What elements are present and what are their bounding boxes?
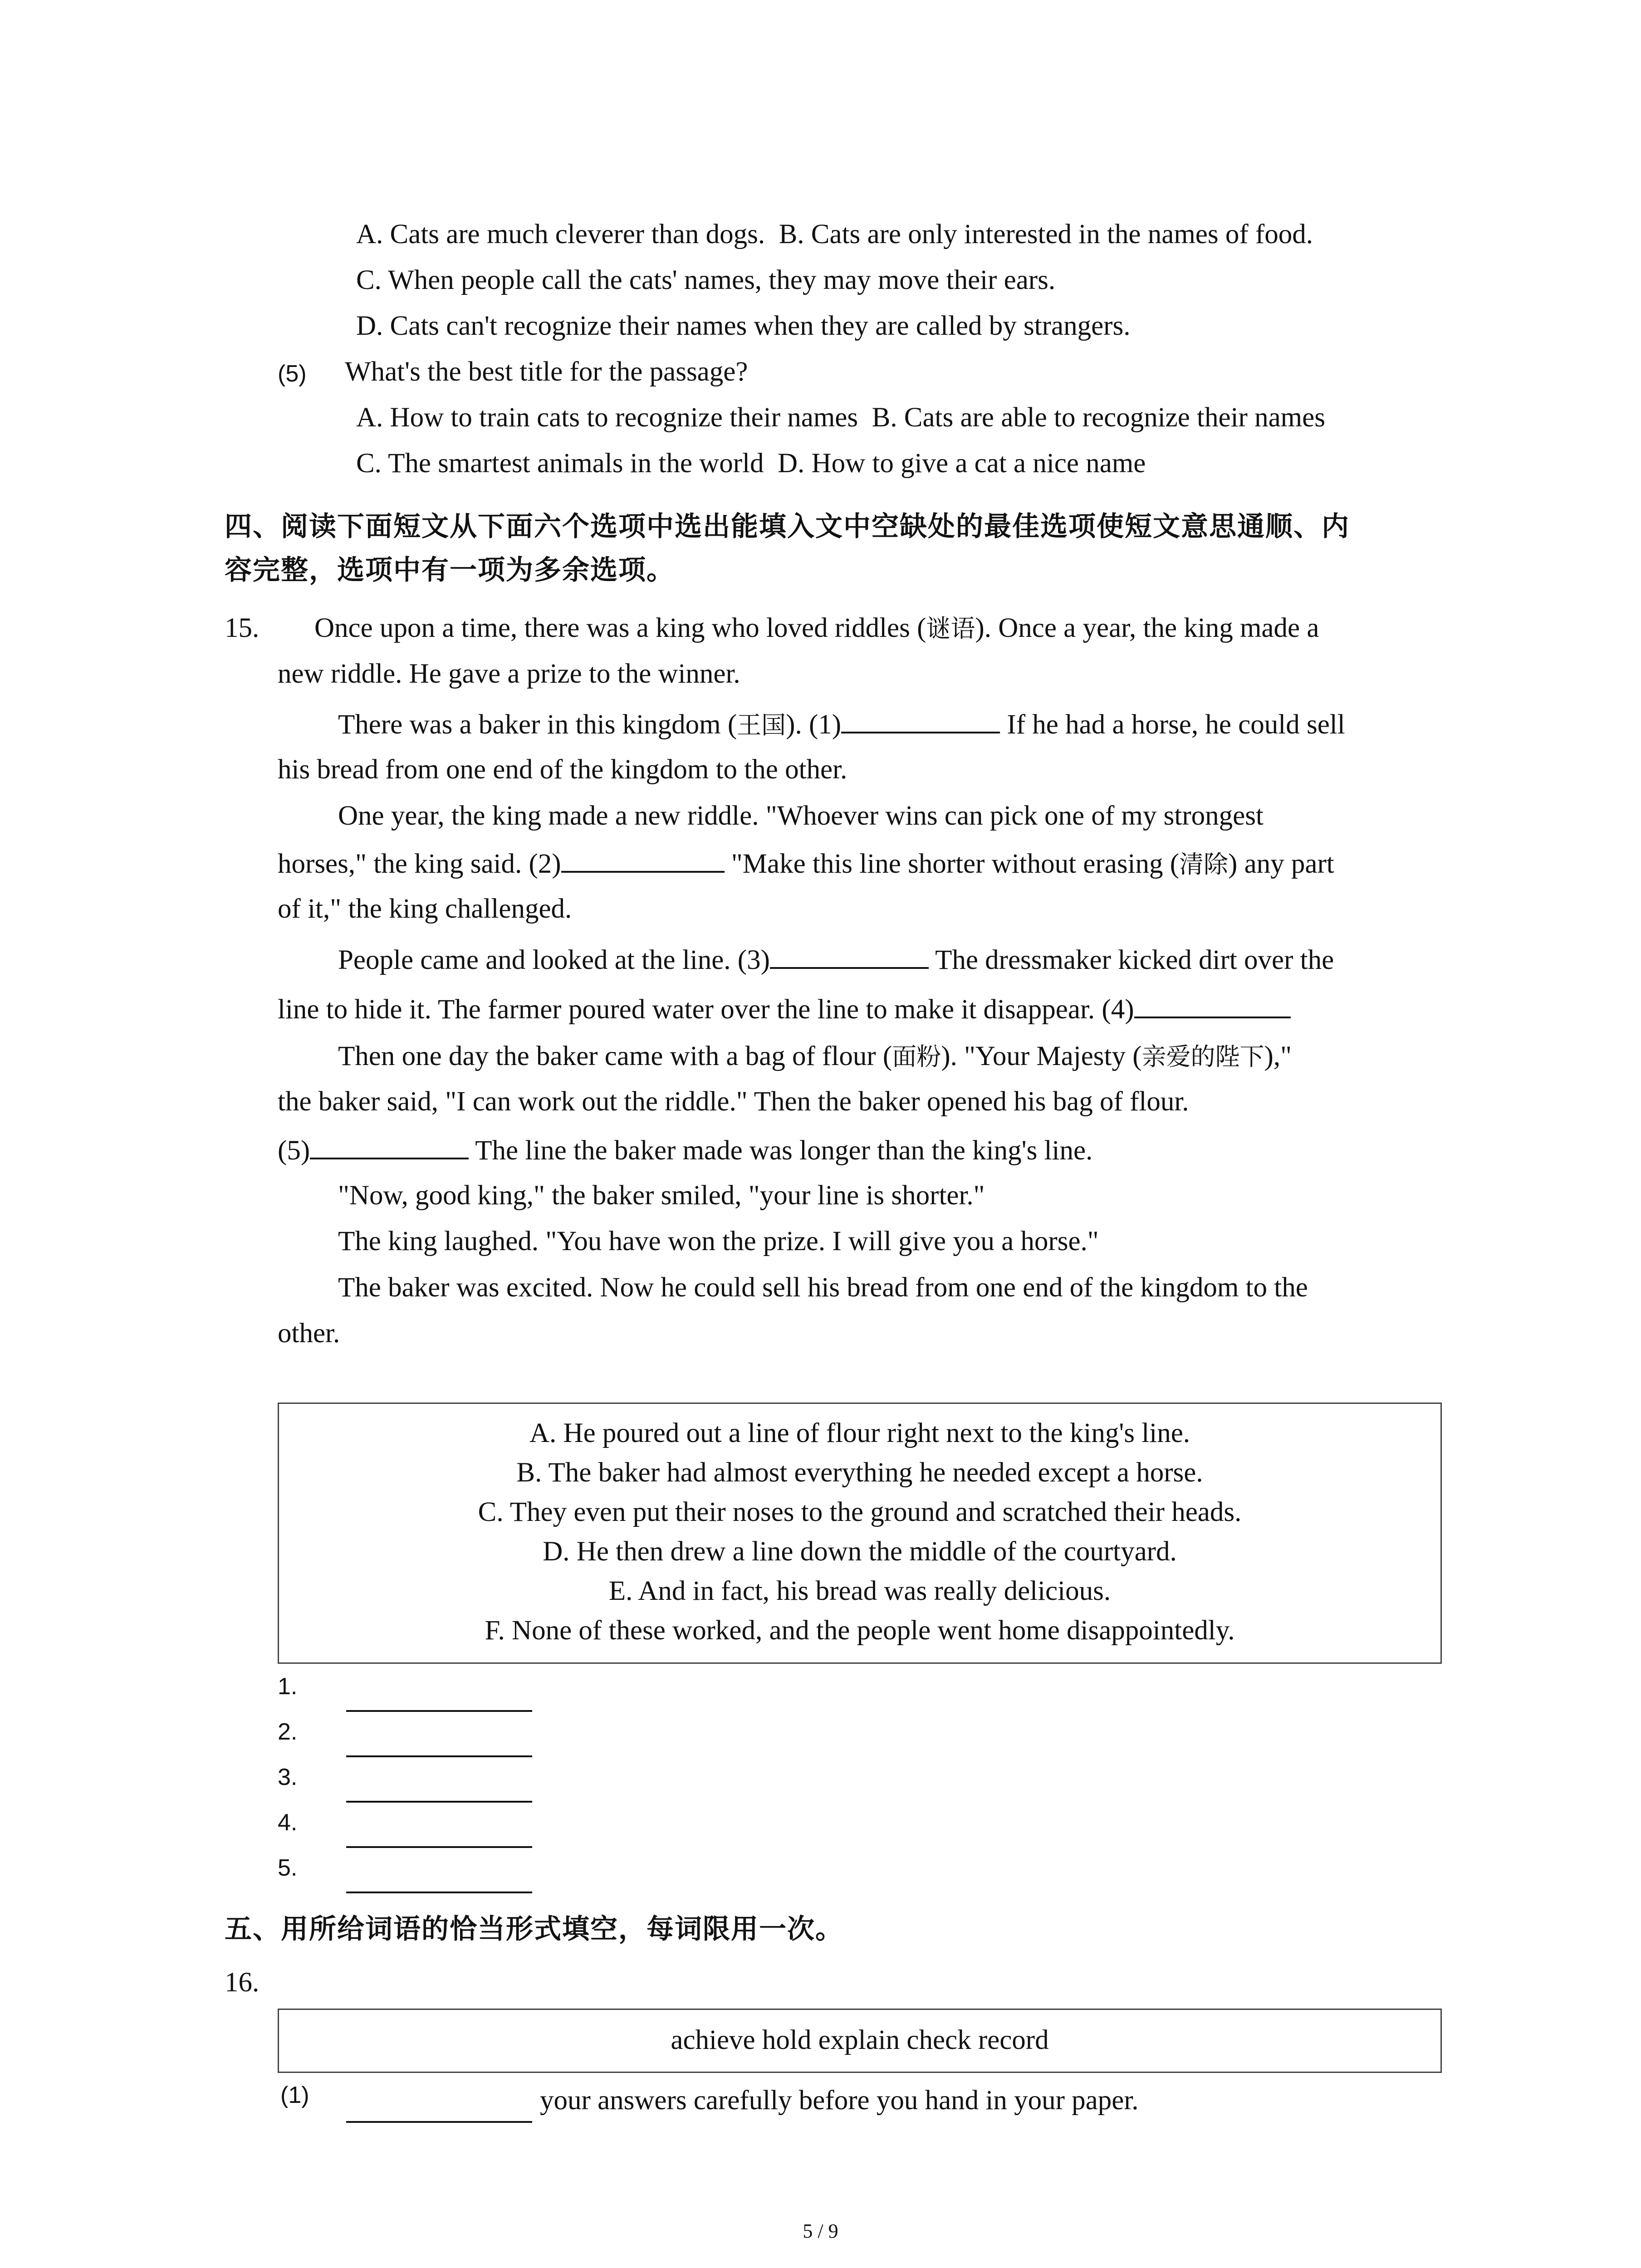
page-number: 5 / 9 — [803, 2220, 838, 2242]
blank-5 — [310, 1132, 469, 1159]
q14-5-option-b: B. Cats are able to recognize their names — [872, 402, 1325, 433]
answer-number-3: 3. — [278, 1764, 298, 1790]
q15-option-a: A. He poured out a line of flour right next to the king's line. — [529, 1418, 1190, 1448]
q15-p2-line1: There was a baker in this kingdom (王国). (1) If he had a horse, he could sell — [338, 706, 1345, 743]
q16-word-box — [278, 2009, 1442, 2073]
q14-5-stem: What's the best title for the passage? — [345, 357, 748, 387]
q15-options-box — [278, 1403, 1442, 1664]
q15-p4-line2: line to hide it. The farmer poured water over the line to make it disappear. (4) — [278, 991, 1291, 1027]
q15-option-b: B. The baker had almost everything he needed except a horse. — [516, 1457, 1203, 1488]
answer-number-4: 4. — [278, 1809, 298, 1836]
q15-p6: (5) The line the baker made was longer than the king's line. — [278, 1132, 1092, 1168]
q15-p2-line2: his bread from one end of the kingdom to the other. — [278, 754, 847, 785]
q15-p5-line2: the baker said, "I can work out the riddle." Then the baker opened his bag of flour. — [278, 1086, 1189, 1117]
blank-1 — [841, 706, 1000, 733]
q14-option-b: B. Cats are only interested in the names of food. — [779, 219, 1313, 249]
q14-option-a: A. Cats are much cleverer than dogs. — [356, 219, 765, 249]
q16-item1-text: your answers carefully before you hand in your paper. — [540, 2085, 1139, 2116]
q15-option-d: D. He then drew a line down the middle of the courtyard. — [543, 1536, 1177, 1567]
q14-5-options-row-cd — [356, 446, 1146, 481]
q16-number: 16. — [225, 1967, 260, 1998]
q15-p9-line2: other. — [278, 1318, 340, 1349]
q15-p7: "Now, good king," the baker smiled, "your line is shorter." — [338, 1180, 985, 1211]
answer-field-3[interactable] — [346, 1799, 532, 1803]
q15-p1-line2: new riddle. He gave a prize to the winner. — [278, 659, 740, 689]
q14-5-option-a: A. How to train cats to recognize their names — [356, 402, 858, 433]
q15-p8: The king laughed. "You have won the prize. I will give you a horse." — [338, 1226, 1099, 1256]
section4-heading-line2: 容完整，选项中有一项为多余选项。 — [225, 554, 675, 586]
q15-number: 15. — [225, 613, 260, 643]
q15-p3-line2: horses," the king said. (2) "Make this line shorter without erasing (清除) any part — [278, 846, 1334, 882]
blank-3 — [770, 942, 929, 969]
q14-option-c: C. When people call the cats' names, they may move their ears. — [356, 265, 1056, 295]
q16-item1-marker: (1) — [280, 2082, 309, 2108]
q15-option-e: E. And in fact, his bread was really delicious. — [608, 1576, 1111, 1606]
q14-5-marker: (5) — [278, 361, 307, 387]
blank-4 — [1134, 991, 1291, 1018]
answer-field-5[interactable] — [346, 1890, 532, 1893]
q16-word-list: achieve hold explain check record — [671, 2025, 1049, 2055]
q15-p1-line1: Once upon a time, there was a king who loved riddles (谜语). Once a year, the king made a — [314, 613, 1319, 643]
q14-5-option-c: C. The smartest animals in the world — [356, 448, 764, 479]
q14-5-options-row-ab — [356, 400, 1325, 435]
blank-2 — [561, 846, 725, 873]
q15-p3-line3: of it," the king challenged. — [278, 894, 572, 924]
q15-p3-line1: One year, the king made a new riddle. "Whoever wins can pick one of my strongest — [338, 801, 1264, 831]
q14-5-option-d: D. How to give a cat a nice name — [777, 448, 1146, 479]
answer-field-1[interactable] — [346, 1708, 532, 1712]
q15-option-c: C. They even put their noses to the ground and scratched their heads. — [478, 1497, 1242, 1527]
answer-number-1: 1. — [278, 1673, 298, 1700]
answer-number-2: 2. — [278, 1719, 298, 1745]
answer-number-5: 5. — [278, 1855, 298, 1881]
section4-heading-line1: 四、阅读下面短文从下面六个选项中选出能填入文中空缺处的最佳选项使短文意思通顺、内 — [225, 511, 1350, 543]
q16-item1-answer-field[interactable] — [346, 2119, 532, 2123]
q15-option-f: F. None of these worked, and the people went home disappointedly. — [485, 1615, 1235, 1646]
q15-p5-line1: Then one day the baker came with a bag of flour (面粉). "Your Majesty (亲爱的陛下)," — [338, 1041, 1292, 1071]
q14-option-d: D. Cats can't recognize their names when they are called by strangers. — [356, 311, 1131, 341]
q15-p4-line1: People came and looked at the line. (3) The dressmaker kicked dirt over the — [338, 942, 1334, 978]
q15-p9-line1: The baker was excited. Now he could sell his bread from one end of the kingdom to the — [338, 1272, 1308, 1303]
section5-heading: 五、用所给词语的恰当形式填空，每词限用一次。 — [225, 1913, 843, 1945]
q14-options-row-ab — [356, 217, 1313, 252]
answer-field-2[interactable] — [346, 1754, 532, 1757]
answer-field-4[interactable] — [346, 1844, 532, 1848]
